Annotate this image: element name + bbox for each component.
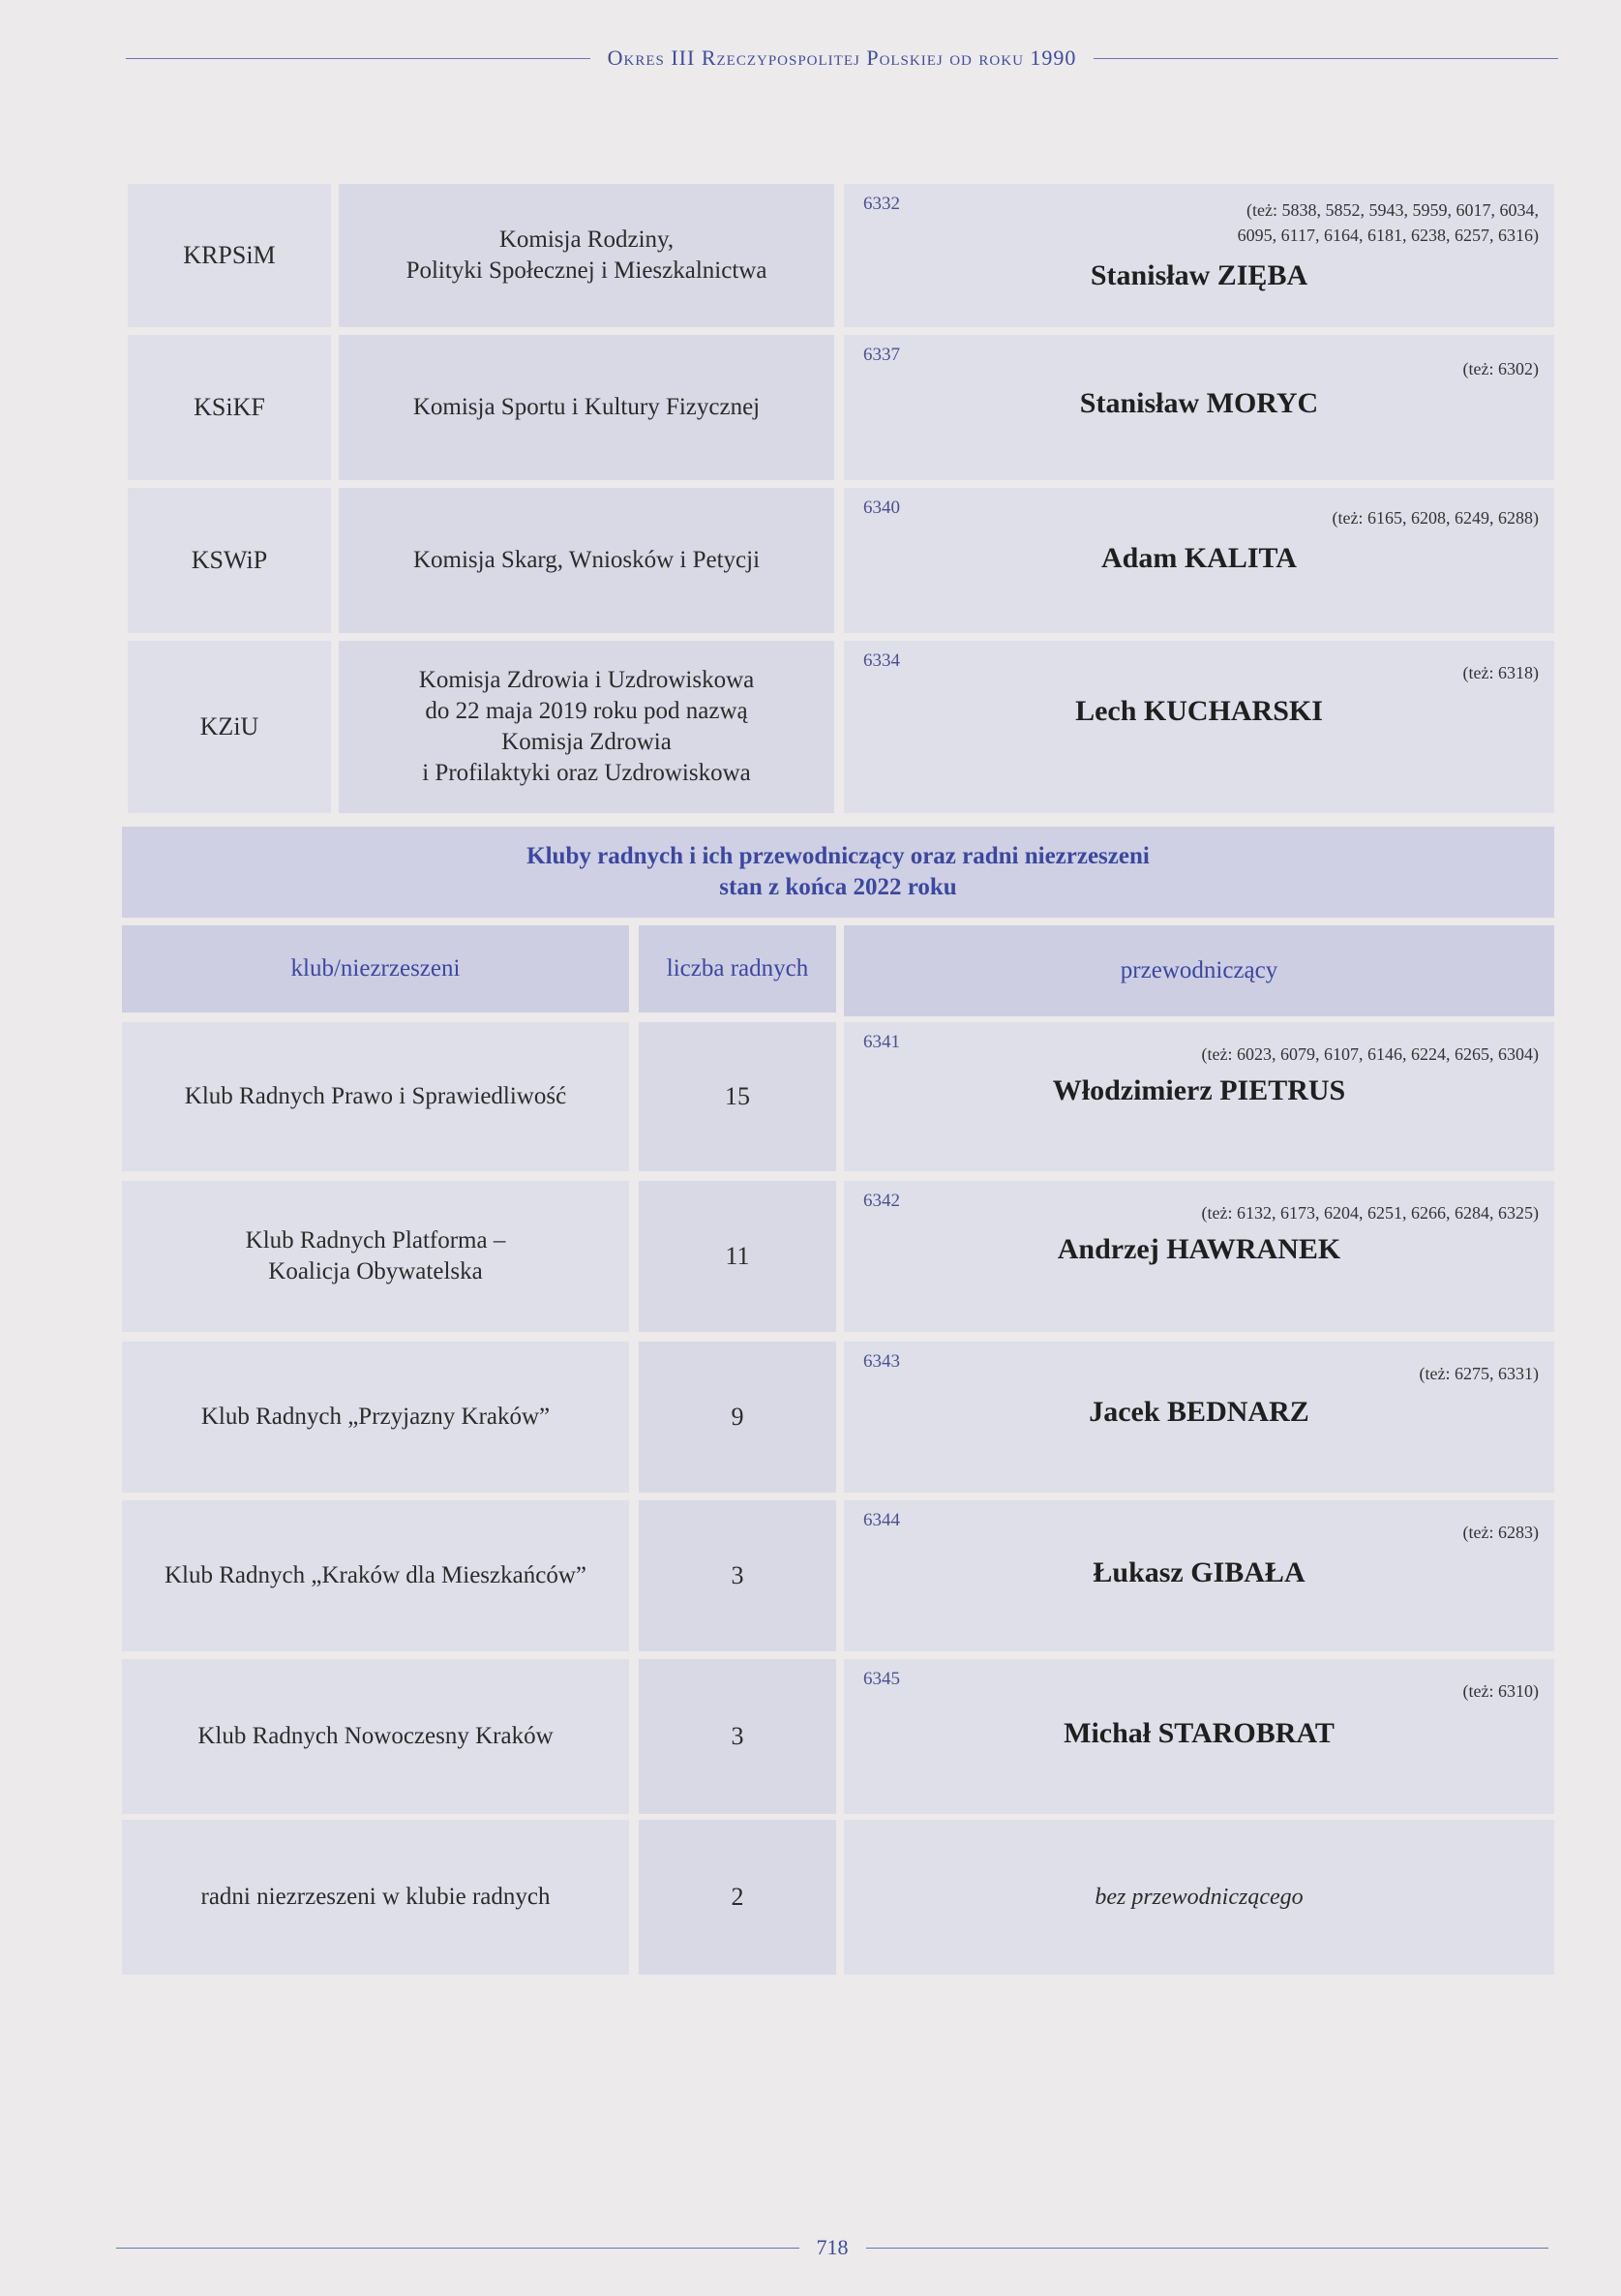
person-id: 6344 [863,1510,900,1530]
club-chair-cell [844,1342,1554,1493]
also-ids-line: (też: 6165, 6208, 6249, 6288) [1332,508,1539,528]
person-id: 6337 [863,345,900,365]
section-title [122,827,1554,918]
also-ids [1463,356,1539,381]
header-title: Okres III Rzeczypospolitej Polskiej od roku 1990 [607,45,1077,70]
section-subtitle-line: stan z końca 2022 roku [719,874,957,900]
no-chairman-note: bez przewodniczącego [1095,1884,1304,1910]
unaffiliated-count-value: 2 [731,1883,744,1911]
chairman-name: Adam KALITA [1101,542,1297,574]
commission-chair-cell [844,641,1554,813]
commission-abbr-text: KZiU [199,712,259,740]
club-count [639,1659,836,1814]
club-count-value: 11 [725,1242,750,1270]
club-chair-cell [844,1022,1554,1171]
club-chair-cell [844,1659,1554,1814]
footer-rule-left [116,2248,799,2249]
commission-abbr [128,335,331,480]
chairman-name: Jacek BEDNARZ [1089,1396,1309,1428]
club-name [122,1659,629,1814]
commission-abbr [128,641,331,813]
club-chair-cell [844,1500,1554,1651]
col-header-count: liczba radnych [639,925,836,1012]
commission-name-line: Komisja Zdrowia i Uzdrowiskowa [418,667,755,693]
commission-chair-cell [844,184,1554,327]
commission-abbr-text: KSWiP [191,546,268,574]
club-name [122,1500,629,1651]
header-rule-right [1094,58,1558,59]
commission-name-line: Komisja Rodziny, [498,227,675,253]
commission-name [339,488,834,633]
commission-name-line: i Profilaktyki oraz Uzdrowiskowa [422,760,751,786]
commission-name-line: Komisja Sportu i Kultury Fizycznej [412,394,761,420]
chairman-name: Stanisław ZIĘBA [1090,259,1308,291]
club-name-line: Koalicja Obywatelska [268,1258,483,1284]
person-id: 6332 [863,194,900,214]
club-name-line: Klub Radnych Prawo i Sprawiedliwość [184,1083,567,1109]
footer-rule-right [866,2248,1549,2249]
person-id: 6342 [863,1191,900,1211]
also-ids-line: 6095, 6117, 6164, 6181, 6238, 6257, 6316) [1237,226,1539,245]
club-count [639,1342,836,1493]
chairman-name: Łukasz GIBAŁA [1093,1556,1306,1588]
also-ids: (też: 6023, 6079, 6107, 6146, 6224, 6265, 6304) [1201,1044,1539,1064]
commission-abbr-text: KRPSiM [183,241,276,269]
chairman-name: Stanisław MORYC [1079,387,1319,419]
commission-name [339,184,834,327]
person-id: 6345 [863,1669,900,1689]
chairman-name: Michał STAROBRAT [1064,1717,1335,1749]
club-count [639,1022,836,1171]
club-count-value: 15 [725,1082,750,1110]
also-ids: (też: 6275, 6331) [1419,1364,1539,1383]
commission-name-line: Polityki Społecznej i Mieszkalnictwa [405,257,767,284]
page-number: 718 [816,2235,849,2259]
running-header [126,39,1558,77]
person-id: 6341 [863,1032,900,1052]
chairman-name: Włodzimierz PIETRUS [1052,1074,1346,1106]
unaffiliated-label [122,1820,629,1975]
club-name [122,1342,629,1493]
also-ids [1463,660,1539,685]
also-ids: (też: 6310) [1462,1681,1539,1701]
col-header-club: klub/niezrzeszeni [122,925,629,1012]
chairman-name: Lech KUCHARSKI [1075,695,1323,727]
club-name-line: Klub Radnych Platforma – [245,1227,506,1254]
also-ids: (też: 6283) [1462,1523,1539,1542]
club-name-line: Klub Radnych „Kraków dla Mieszkańców” [165,1562,586,1588]
person-id: 6334 [863,650,900,671]
club-name-line: Klub Radnych „Przyjazny Kraków” [200,1404,551,1430]
person-id: 6340 [863,498,900,518]
club-count [639,1181,836,1332]
unaffiliated-label-text: radni niezrzeszeni w klubie radnych [200,1884,551,1910]
club-name [122,1181,629,1332]
club-count [639,1500,836,1651]
club-name-line: Klub Radnych Nowoczesny Kraków [197,1723,554,1749]
commission-name-line: Komisja Skarg, Wniosków i Petycji [412,547,761,573]
section-title-line: Kluby radnych i ich przewodniczący oraz radni niezrzeszeni [526,843,1150,869]
also-ids-line: (też: 6302) [1462,359,1539,378]
col-header-chair: przewodniczący [844,925,1554,1016]
commission-name-line: do 22 maja 2019 roku pod nazwą [425,698,748,724]
person-id: 6343 [863,1351,900,1372]
unaffiliated-chair-cell [844,1820,1554,1975]
also-ids: (też: 6132, 6173, 6204, 6251, 6266, 6284, 6325) [1201,1203,1539,1223]
also-ids-line: (też: 5838, 5852, 5943, 5959, 6017, 6034, [1246,200,1539,220]
commission-name [339,335,834,480]
header-rule-left [126,58,590,59]
page-footer [116,2228,1548,2267]
commission-abbr-text: KSiKF [194,393,265,421]
also-ids-line: (też: 6318) [1462,663,1539,682]
commission-name [339,641,834,813]
also-ids [1333,505,1539,530]
commission-chair-cell [844,488,1554,633]
club-count-value: 3 [731,1722,744,1750]
commission-name-line: Komisja Zdrowia [501,729,672,755]
also-ids [1238,197,1539,248]
club-count-value: 3 [731,1561,744,1589]
commission-chair-cell [844,335,1554,480]
chairman-name: Andrzej HAWRANEK [1057,1233,1341,1265]
club-chair-cell [844,1181,1554,1332]
club-count-value: 9 [731,1403,744,1431]
unaffiliated-count [639,1820,836,1975]
commission-abbr [128,488,331,633]
club-name [122,1022,629,1171]
commission-abbr [128,184,331,327]
